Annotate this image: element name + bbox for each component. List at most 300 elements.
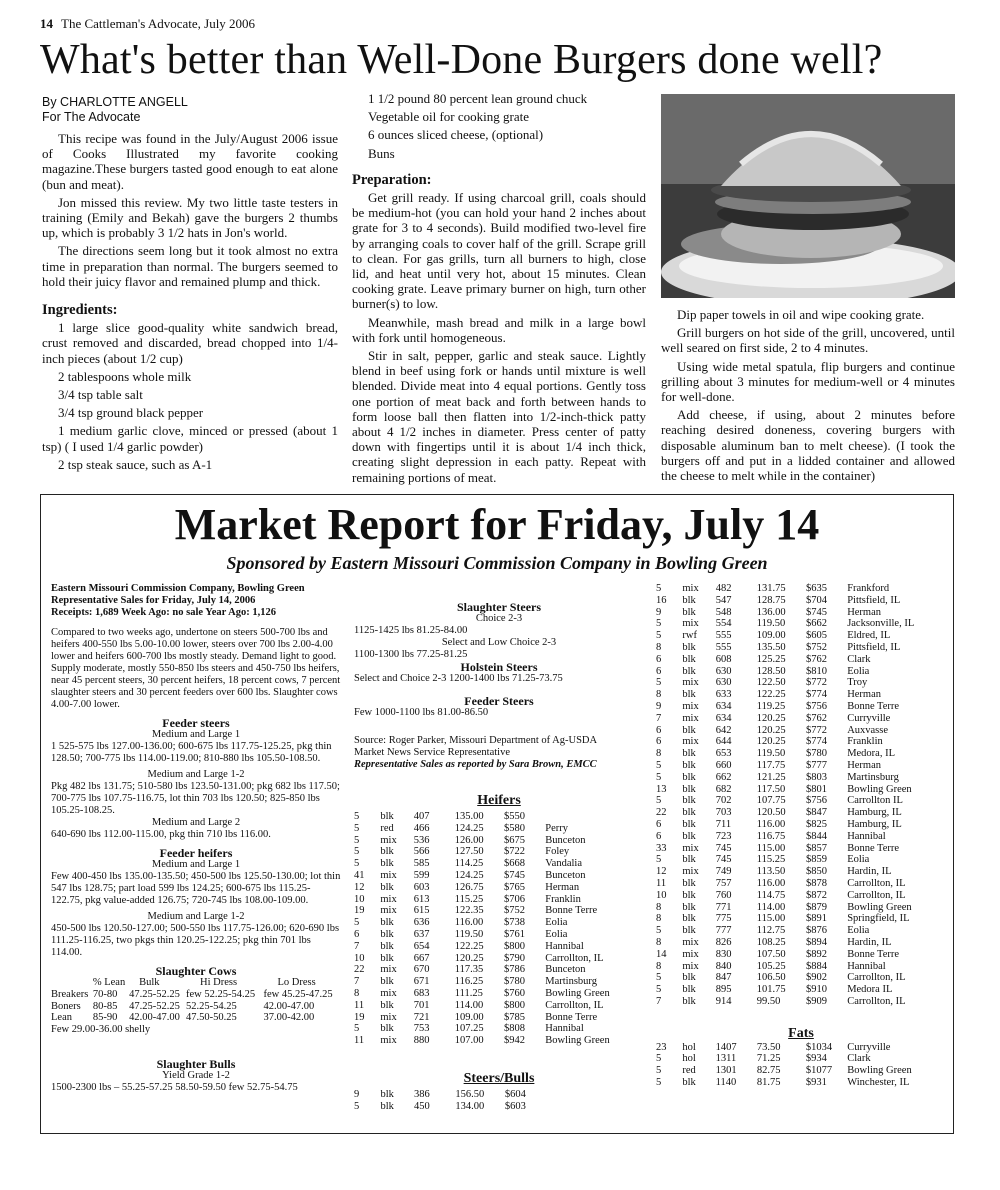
table-cell: 135.00 bbox=[454, 811, 484, 822]
table-cell: few 45.25-47.25 bbox=[263, 988, 333, 1000]
table-cell: blk bbox=[380, 1023, 394, 1035]
table-row bbox=[354, 858, 644, 870]
table-cell: Lean bbox=[51, 1012, 72, 1024]
table-cell: Clark bbox=[847, 653, 871, 665]
table-cell: blk bbox=[380, 928, 394, 940]
table-cell: 702 bbox=[715, 795, 732, 807]
steers-bulls-heading: Steers/Bulls bbox=[463, 1070, 535, 1086]
publication-name: The Cattleman's Advocate, July 2006 bbox=[61, 16, 256, 31]
table-cell: 548 bbox=[715, 606, 732, 618]
table-cell: 115.25 bbox=[756, 854, 786, 866]
slaughter-cows-heading: Slaughter Cows bbox=[155, 964, 237, 978]
table-cell: 683 bbox=[413, 987, 430, 999]
table-cell: 585 bbox=[413, 858, 430, 870]
table-cell: Bowling Green bbox=[545, 1035, 610, 1047]
table-cell: $803 bbox=[805, 771, 827, 783]
table-row bbox=[656, 689, 946, 701]
preparation-paragraph: Get grill ready. If using charcoal grill, coals should be medium-hot (you can hold your hand 2 inches about grate for 3 to 4 seconds). Build modified two-level fire by arranging coals to cover half of the grill. Scrape grill to clean. For gas grills, turn all burners to high, close lid, and heat until very hot, about 15 minutes. Clean cooking grate. Leave primary burner on high, turn other burner(s) to low. bbox=[352, 190, 646, 312]
table-cell: 128.50 bbox=[756, 665, 786, 677]
table-row bbox=[656, 866, 946, 878]
table-cell: 119.50 bbox=[756, 618, 786, 630]
grade-label: Medium and Large 1-2 bbox=[147, 911, 245, 922]
table-row bbox=[354, 870, 644, 882]
table-cell: 117.50 bbox=[756, 783, 786, 795]
market-column-2 bbox=[354, 595, 644, 1113]
table-cell: 80-85 bbox=[92, 1000, 118, 1012]
heifers-heading: Heifers bbox=[477, 793, 521, 808]
table-cell: 19 bbox=[354, 1011, 365, 1023]
table-cell: Herman bbox=[847, 606, 882, 618]
table-cell: 5 bbox=[656, 677, 662, 689]
table-row bbox=[354, 964, 644, 976]
table-cell: Curryville bbox=[847, 1041, 891, 1053]
ingredient-item: 6 ounces sliced cheese, (optional) bbox=[368, 127, 544, 143]
table-row bbox=[656, 807, 946, 819]
slaughter-steers-heading: Slaughter Steers bbox=[456, 600, 542, 614]
table-cell: 8 bbox=[656, 960, 662, 972]
article-column-1 bbox=[42, 95, 338, 475]
table-cell: 117.35 bbox=[454, 964, 484, 976]
table-cell: $772 bbox=[805, 677, 827, 689]
table-cell: blk bbox=[682, 606, 696, 618]
table-cell: Bowling Green bbox=[847, 783, 912, 795]
table-cell: 114.00 bbox=[454, 999, 484, 1011]
table-cell: 8 bbox=[656, 689, 662, 701]
table-cell: $800 bbox=[504, 999, 526, 1011]
table-cell: 41 bbox=[354, 869, 365, 881]
table-cell: 121.25 bbox=[756, 771, 786, 783]
table-cell: Carrollton, IL bbox=[545, 952, 604, 964]
feeder-steers-heading: Feeder steers bbox=[162, 716, 230, 730]
table-cell: Bunceton bbox=[545, 964, 586, 976]
table-cell: blk bbox=[682, 748, 696, 760]
table-cell: 116.25 bbox=[454, 976, 484, 988]
table-cell: 156.50 bbox=[455, 1088, 485, 1100]
preparation-paragraph: Stir in salt, pepper, garlic and steak sauce. Lightly blend in beef using fork or hands until mixture is well blended. Divide meat into 4 equal portions. Gently toss one portion of meat back and forth between hands to form loose ball then flatten into 1/2-inch-thick patty about 4 1/2 inches in diameter. Press center of patty down with fingertips until it is about 1/4 inch thick, creating slight depression in each patty. Repeat with remaining portions of meat. bbox=[352, 348, 646, 485]
table-cell: 10 bbox=[354, 893, 365, 905]
ingredients-heading: Ingredients: bbox=[42, 302, 118, 319]
table-cell: 760 bbox=[715, 889, 732, 901]
table-cell: $902 bbox=[805, 972, 827, 984]
table-cell: 131.75 bbox=[756, 583, 786, 594]
table-row bbox=[656, 913, 946, 925]
table-cell: $780 bbox=[805, 748, 827, 760]
column-header: Lo Dress bbox=[277, 977, 316, 988]
table-cell: 7 bbox=[656, 995, 662, 1007]
column-header: Bulk bbox=[139, 977, 160, 988]
company-name: Eastern Missouri Commission Company, Bowling Green bbox=[51, 583, 305, 594]
table-cell bbox=[546, 1089, 644, 1101]
table-cell: 99.50 bbox=[756, 995, 781, 1007]
table-cell: mix bbox=[380, 834, 397, 846]
table-cell: mix bbox=[682, 866, 699, 878]
table-cell: $810 bbox=[805, 665, 827, 677]
table-cell: 124.25 bbox=[454, 822, 484, 834]
table-row bbox=[656, 819, 946, 831]
table-cell: 107.00 bbox=[454, 1035, 484, 1047]
table-cell: $765 bbox=[504, 881, 526, 893]
byline: By CHARLOTTE ANGELL bbox=[42, 95, 188, 109]
table-cell: 914 bbox=[715, 995, 732, 1007]
table-cell: $910 bbox=[805, 984, 827, 996]
table-cell: 634 bbox=[715, 712, 732, 724]
table-row bbox=[354, 905, 644, 917]
table-cell: mix bbox=[682, 583, 699, 594]
table-cell: $603 bbox=[504, 1100, 526, 1112]
table-cell: 745 bbox=[715, 842, 732, 854]
ingredient-item: Vegetable oil for cooking grate bbox=[368, 109, 529, 125]
table-cell: Hamburg, IL bbox=[847, 807, 902, 819]
table-cell: 122.25 bbox=[756, 689, 786, 701]
table-cell: $752 bbox=[805, 641, 827, 653]
table-cell: blk bbox=[682, 795, 696, 807]
table-cell: 613 bbox=[413, 893, 430, 905]
table-cell: Frankford bbox=[847, 583, 890, 594]
table-cell: 115.00 bbox=[756, 842, 786, 854]
table-row bbox=[656, 996, 946, 1008]
market-report-sponsor: Sponsored by Eastern Missouri Commission Company in Bowling Green bbox=[226, 553, 768, 573]
table-row bbox=[656, 843, 946, 855]
source-line: Source: Roger Parker, Missouri Department of Ag-USDA bbox=[354, 735, 598, 746]
column-header: Hi Dress bbox=[200, 977, 238, 988]
table-cell: blk bbox=[380, 952, 394, 964]
table-cell: Herman bbox=[847, 759, 882, 771]
table-cell: 775 bbox=[715, 913, 732, 925]
receipts-line: Receipts: 1,689 Week Ago: no sale Year Ago: 1,126 bbox=[51, 607, 276, 618]
table-cell: Franklin bbox=[847, 736, 883, 748]
table-cell: $605 bbox=[805, 630, 827, 642]
table-cell: blk bbox=[682, 995, 696, 1007]
table-cell: 33 bbox=[656, 842, 667, 854]
table-cell: $1077 bbox=[805, 1065, 833, 1077]
table-cell: 630 bbox=[715, 677, 732, 689]
table-cell: 5 bbox=[656, 972, 662, 984]
table-cell: 22 bbox=[354, 964, 365, 976]
table-row bbox=[656, 654, 946, 666]
table-cell: $762 bbox=[805, 712, 827, 724]
preparation-heading: Preparation: bbox=[352, 171, 432, 188]
table-row bbox=[354, 1023, 644, 1035]
heifers-continued-table bbox=[656, 583, 946, 1008]
table-cell: Hardin, IL bbox=[847, 866, 892, 878]
table-cell: 10 bbox=[354, 952, 365, 964]
table-cell: 5 bbox=[656, 984, 662, 996]
table-cell: 5 bbox=[656, 618, 662, 630]
preparation-paragraph: Using wide metal spatula, flip burgers and continue grilling about 3 minutes for medium-well or 4 minutes for well-done. bbox=[661, 358, 955, 405]
table-cell: 6 bbox=[656, 724, 662, 736]
market-column-3 bbox=[656, 583, 946, 1089]
table-row bbox=[354, 988, 644, 1000]
table-cell: Bonne Terre bbox=[847, 842, 900, 854]
table-cell: 8 bbox=[656, 913, 662, 925]
table-cell: 777 bbox=[715, 925, 732, 937]
table-cell: 122.50 bbox=[756, 677, 786, 689]
ingredient-item: 1 large slice good-quality white sandwich bread, crust removed and discarded, bread chopped into 1/4-inch pieces (about 1/2 cup) bbox=[42, 320, 338, 366]
table-cell: 5 bbox=[354, 1023, 360, 1035]
table-cell: 667 bbox=[413, 952, 430, 964]
table-cell: 106.50 bbox=[756, 972, 786, 984]
table-cell: blk bbox=[682, 818, 696, 830]
market-report-box bbox=[40, 494, 954, 1134]
table-cell: 555 bbox=[715, 630, 732, 642]
table-row bbox=[354, 894, 644, 906]
table-cell: mix bbox=[682, 700, 699, 712]
table-cell: blk bbox=[682, 759, 696, 771]
table-row bbox=[656, 784, 946, 796]
table-cell: Springfield, IL bbox=[847, 913, 910, 925]
table-cell: 114.25 bbox=[454, 858, 484, 870]
table-cell: Medora, IL bbox=[847, 748, 896, 760]
table-cell: 71.25 bbox=[756, 1053, 781, 1065]
table-cell: blk bbox=[380, 1088, 394, 1100]
feeder-heifers-heading: Feeder heifers bbox=[159, 846, 233, 860]
table-row bbox=[656, 583, 946, 595]
table-cell: 386 bbox=[413, 1088, 430, 1100]
table-cell: Medora IL bbox=[847, 984, 893, 996]
market-column-1 bbox=[51, 583, 341, 1094]
table-cell: blk bbox=[682, 984, 696, 996]
table-row bbox=[656, 736, 946, 748]
table-cell: $884 bbox=[805, 960, 827, 972]
table-cell: 5 bbox=[354, 858, 360, 870]
table-cell: blk bbox=[682, 653, 696, 665]
table-cell: 599 bbox=[413, 869, 430, 881]
table-cell: Clark bbox=[847, 1053, 871, 1065]
table-cell: $891 bbox=[805, 913, 827, 925]
table-cell: $847 bbox=[805, 807, 827, 819]
table-cell: 12 bbox=[354, 881, 365, 893]
yield-grade-label: Yield Grade 1-2 bbox=[162, 1070, 230, 1082]
table-row bbox=[656, 1065, 946, 1077]
table-cell: Eolia bbox=[545, 917, 568, 929]
table-cell: 126.75 bbox=[454, 881, 484, 893]
table-cell: Auxvasse bbox=[847, 724, 889, 736]
table-cell: 116.00 bbox=[756, 818, 786, 830]
table-cell: $668 bbox=[504, 858, 526, 870]
table-row bbox=[354, 1101, 644, 1113]
table-cell: $756 bbox=[805, 700, 827, 712]
table-cell: $808 bbox=[504, 1023, 526, 1035]
table-row bbox=[51, 989, 341, 1001]
table-cell: 16 bbox=[656, 594, 667, 606]
table-cell: 840 bbox=[715, 960, 732, 972]
table-row bbox=[354, 917, 644, 929]
table-cell: 482 bbox=[715, 583, 732, 594]
table-cell: 82.75 bbox=[756, 1065, 781, 1077]
table-cell: blk bbox=[682, 641, 696, 653]
table-cell: 5 bbox=[656, 1053, 662, 1065]
heifers-table bbox=[354, 811, 644, 1047]
ingredient-item: 3/4 tsp table salt bbox=[58, 387, 143, 403]
table-cell: 1407 bbox=[715, 1041, 737, 1053]
table-cell: 6 bbox=[656, 665, 662, 677]
table-cell: 880 bbox=[413, 1035, 430, 1047]
table-cell: $850 bbox=[805, 866, 827, 878]
table-cell: Winchester, IL bbox=[847, 1077, 910, 1089]
table-cell: blk bbox=[682, 854, 696, 866]
table-cell: 19 bbox=[354, 905, 365, 917]
table-cell: $722 bbox=[504, 846, 526, 858]
table-cell: $635 bbox=[805, 583, 827, 594]
table-cell: 1311 bbox=[715, 1053, 737, 1065]
table-cell: $1034 bbox=[805, 1041, 833, 1053]
table-row bbox=[656, 937, 946, 949]
table-cell: Bonne Terre bbox=[545, 905, 598, 917]
table-cell: Eolia bbox=[847, 854, 870, 866]
table-cell: 5 bbox=[656, 854, 662, 866]
table-cell: Carrollton, IL bbox=[847, 995, 906, 1007]
table-cell: Carrollton, IL bbox=[847, 889, 906, 901]
table-cell: $800 bbox=[504, 940, 526, 952]
table-cell: 653 bbox=[715, 748, 732, 760]
table-cell: 10 bbox=[656, 889, 667, 901]
table-cell: 14 bbox=[656, 948, 667, 960]
ingredient-item: 1 medium garlic clove, minced or pressed (about 1 tsp) ( I used 1/4 garlic powder) bbox=[42, 423, 338, 454]
table-row bbox=[354, 941, 644, 953]
table-cell: 636 bbox=[413, 917, 430, 929]
table-cell: mix bbox=[380, 987, 397, 999]
grade-label: Medium and Large 1 bbox=[151, 729, 241, 740]
table-row bbox=[656, 701, 946, 713]
table-cell: 105.25 bbox=[756, 960, 786, 972]
table-cell: Hardin, IL bbox=[847, 936, 892, 948]
table-cell: 47.25-52.25 bbox=[129, 988, 180, 1000]
table-cell: $844 bbox=[805, 830, 827, 842]
table-row bbox=[656, 677, 946, 689]
table-cell: mix bbox=[682, 618, 699, 630]
table-cell: 5 bbox=[656, 1077, 662, 1089]
table-cell: 5 bbox=[656, 925, 662, 937]
table-cell: Pittsfield, IL bbox=[847, 641, 901, 653]
table-cell: 5 bbox=[656, 795, 662, 807]
preparation-paragraph: Grill burgers on hot side of the grill, uncovered, until well seared on first side, 2 to 4 minutes. bbox=[661, 325, 955, 356]
table-cell: Carrollton, IL bbox=[847, 877, 906, 889]
table-row bbox=[354, 953, 644, 965]
table-cell: 753 bbox=[413, 1023, 430, 1035]
table-cell: $760 bbox=[504, 987, 526, 999]
table-cell: 127.50 bbox=[454, 846, 484, 858]
table-cell: 671 bbox=[413, 976, 430, 988]
ingredient-item: 1 1/2 pound 80 percent lean ground chuck bbox=[368, 91, 588, 106]
table-cell: 11 bbox=[354, 1035, 365, 1047]
table-cell: 6 bbox=[656, 736, 662, 748]
bulls-line: 1500-2300 lbs – 55.25-57.25 58.50-59.50 few 52.75-54.75 bbox=[51, 1082, 298, 1094]
table-cell: $934 bbox=[805, 1053, 827, 1065]
table-row bbox=[656, 1042, 946, 1054]
table-cell: blk bbox=[682, 913, 696, 925]
table-cell: Hannibal bbox=[847, 830, 886, 842]
holstein-line: Select and Choice 2-3 1200-1400 lbs 71.25-73.75 bbox=[354, 673, 563, 684]
table-cell: 12 bbox=[656, 866, 667, 878]
table-cell: Herman bbox=[545, 881, 580, 893]
table-row bbox=[354, 976, 644, 988]
table-row bbox=[656, 878, 946, 890]
table-cell: mix bbox=[380, 964, 397, 976]
table-cell: 11 bbox=[656, 877, 667, 889]
preparation-paragraph: Dip paper towels in oil and wipe cooking grate. bbox=[677, 307, 925, 322]
table-cell: 662 bbox=[715, 771, 732, 783]
table-cell bbox=[546, 1101, 644, 1113]
table-cell: $942 bbox=[504, 1035, 526, 1047]
slaughter-cows-table bbox=[51, 977, 341, 1024]
table-row bbox=[51, 1001, 341, 1013]
burger-illustration bbox=[661, 94, 955, 298]
table-row bbox=[354, 823, 644, 835]
table-cell: 847 bbox=[715, 972, 732, 984]
table-cell: blk bbox=[682, 1077, 696, 1089]
table-cell: 136.00 bbox=[756, 606, 786, 618]
table-cell: 1140 bbox=[715, 1077, 737, 1089]
intro-paragraph: Jon missed this review. My two little taste testers in training (Emily and Bekah) gave the burgers 2 thumbs up, which is probably 3 1/2 hats in Jon's world. bbox=[42, 194, 338, 241]
feeder-steers-ml12: Pkg 482 lbs 131.75; 510-580 lbs 123.50-131.00; pkg 682 lbs 117.50; 700-775 lbs 107.75-116.75, lot thin 703 lbs 120.50; 825-850 lbs 105.25-108.25. bbox=[51, 781, 340, 816]
table-cell: $738 bbox=[504, 917, 526, 929]
table-cell: 112.75 bbox=[756, 925, 786, 937]
table-cell: Martinsburg bbox=[847, 771, 899, 783]
table-row bbox=[656, 607, 946, 619]
table-cell: 554 bbox=[715, 618, 732, 630]
table-cell: Hannibal bbox=[545, 1023, 584, 1035]
table-cell: Hannibal bbox=[847, 960, 886, 972]
feeder-steers-heading: Feeder Steers bbox=[464, 694, 534, 708]
table-cell: Hamburg, IL bbox=[847, 818, 902, 830]
table-cell: $604 bbox=[504, 1088, 526, 1100]
table-cell: 42.00-47.00 bbox=[263, 1000, 315, 1012]
table-cell: $704 bbox=[805, 594, 827, 606]
table-row bbox=[656, 630, 946, 642]
table-cell: Martinsburg bbox=[545, 976, 597, 988]
fats-table bbox=[656, 1042, 946, 1089]
table-cell: 634 bbox=[715, 700, 732, 712]
table-row bbox=[656, 972, 946, 984]
table-cell: 119.25 bbox=[756, 700, 786, 712]
article-headline: What's better than Well-Done Burgers done well? bbox=[40, 37, 883, 83]
table-cell: 7 bbox=[656, 712, 662, 724]
table-cell: $550 bbox=[504, 811, 526, 822]
table-cell: red bbox=[682, 1065, 696, 1077]
table-cell: 42.00-47.00 bbox=[129, 1012, 180, 1024]
table-cell: $774 bbox=[805, 736, 827, 748]
table-cell: blk bbox=[380, 917, 394, 929]
table-cell: 114.00 bbox=[756, 901, 786, 913]
intro-paragraph: The directions seem long but it took almost no extra time in preparation than normal. The burgers seemed to hold their juicy flavor and remained plump and thick. bbox=[42, 243, 338, 289]
table-cell: $879 bbox=[805, 901, 827, 913]
table-cell: $894 bbox=[805, 936, 827, 948]
preparation-paragraph: Meanwhile, mash bread and milk in a large bowl with fork until homogeneous. bbox=[352, 314, 646, 345]
table-row bbox=[656, 713, 946, 725]
table-cell: 113.50 bbox=[756, 866, 786, 878]
table-cell: 615 bbox=[413, 905, 430, 917]
table-row bbox=[656, 595, 946, 607]
table-row bbox=[656, 854, 946, 866]
ingredient-item: Buns bbox=[368, 145, 395, 161]
table-cell: 22 bbox=[656, 807, 667, 819]
table-cell: mix bbox=[682, 960, 699, 972]
table-cell: 115.25 bbox=[454, 893, 484, 905]
table-cell: Jacksonville, IL bbox=[847, 618, 915, 630]
table-cell: 120.25 bbox=[756, 724, 786, 736]
steers-bulls-table bbox=[354, 1089, 644, 1113]
table-cell: 109.00 bbox=[756, 630, 786, 642]
table-cell: blk bbox=[682, 665, 696, 677]
table-cell: 135.50 bbox=[756, 641, 786, 653]
table-cell: blk bbox=[380, 940, 394, 952]
table-cell: Perry bbox=[545, 822, 569, 834]
table-cell: $745 bbox=[504, 869, 526, 881]
table-cell: 407 bbox=[413, 811, 430, 822]
table-cell: Troy bbox=[847, 677, 868, 689]
table-row bbox=[656, 666, 946, 678]
table-cell: Bowling Green bbox=[847, 901, 912, 913]
